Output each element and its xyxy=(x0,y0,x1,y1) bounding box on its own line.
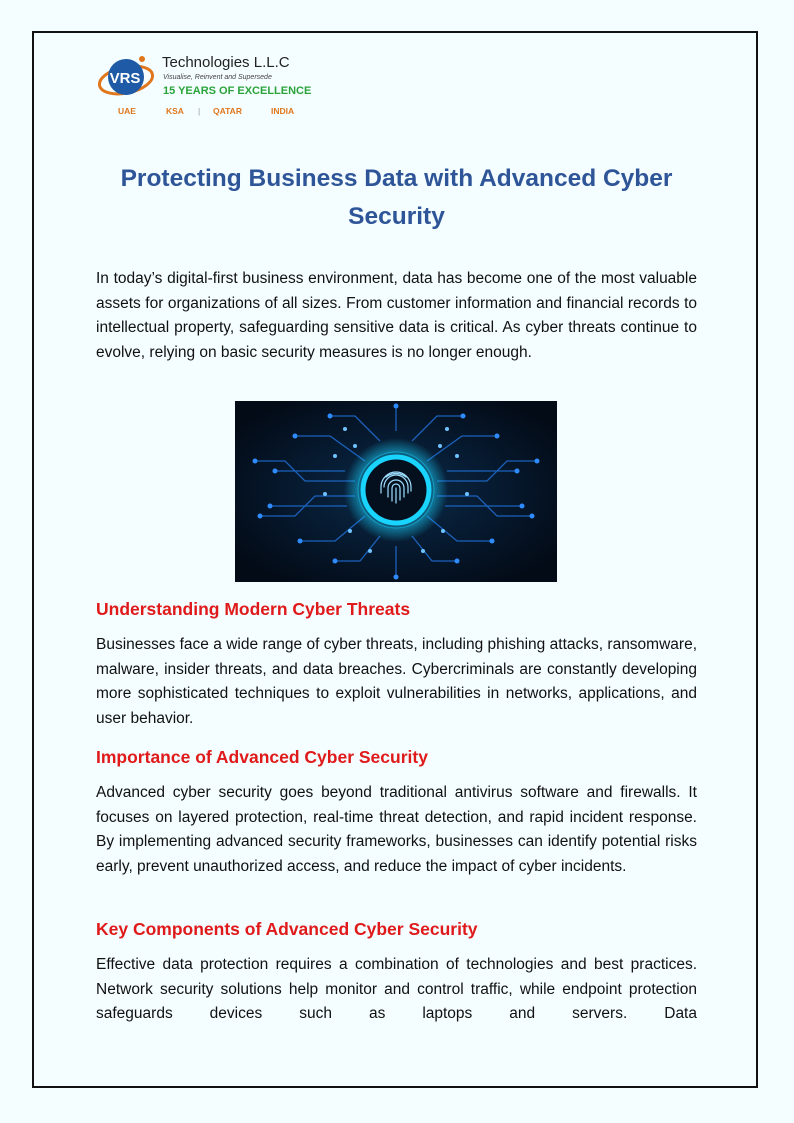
section-body-components: Effective data protection requires a combination of technologies and best practices. Network security solutions help monitor and control traffic, while endpoint protection safeguards devices such as laptops and servers. Data xyxy=(96,956,697,1023)
svg-text:VRS: VRS xyxy=(109,70,141,87)
section-body-importance: Advanced cyber security goes beyond traditional antivirus software and firewalls. It focuses on layered protection, real-time threat detection, and rapid incident response. By implementing advanced security frameworks, businesses can identify potential risks early, prevent unauthorized access, and reduce the impact of cyber incidents. xyxy=(96,784,697,875)
intro-paragraph: In today’s digital-first business environment, data has become one of the most valuable assets for organizations of all sizes. From customer information and financial records to intellectual property, safeguarding sensitive data is critical. As cyber threats continue to evolve, relying on basic security measures is no longer enough. xyxy=(96,270,697,361)
country-qatar: QATAR xyxy=(213,106,242,116)
section-heading-components: Key Components of Advanced Cyber Security xyxy=(96,919,478,939)
country-india: INDIA xyxy=(271,106,295,116)
company-logo xyxy=(98,52,318,122)
country-ksa: KSA xyxy=(166,106,184,116)
cyber-security-image xyxy=(235,401,557,582)
country-separator: | xyxy=(198,106,201,116)
article-title: Protecting Business Data with Advanced Cyber Security xyxy=(120,165,673,230)
years-badge: 15 YEARS OF EXCELLENCE xyxy=(163,85,312,97)
section-heading-threats: Understanding Modern Cyber Threats xyxy=(96,599,411,619)
company-tagline: Visualise, Reinvent and Supersede xyxy=(163,74,272,81)
company-name: Technologies L.L.C xyxy=(162,54,290,71)
country-uae: UAE xyxy=(118,106,136,116)
vrs-logo-mark xyxy=(98,52,162,102)
section-body-threats: Businesses face a wide range of cyber threats, including phishing attacks, ransomware, malware, insider threats, and data breaches. Cybercriminals are constantly developing more sophisticated techniques to exploit vulnerabilities in networks, applications, and user behavior. xyxy=(96,636,697,727)
section-heading-importance: Importance of Advanced Cyber Security xyxy=(96,747,428,767)
